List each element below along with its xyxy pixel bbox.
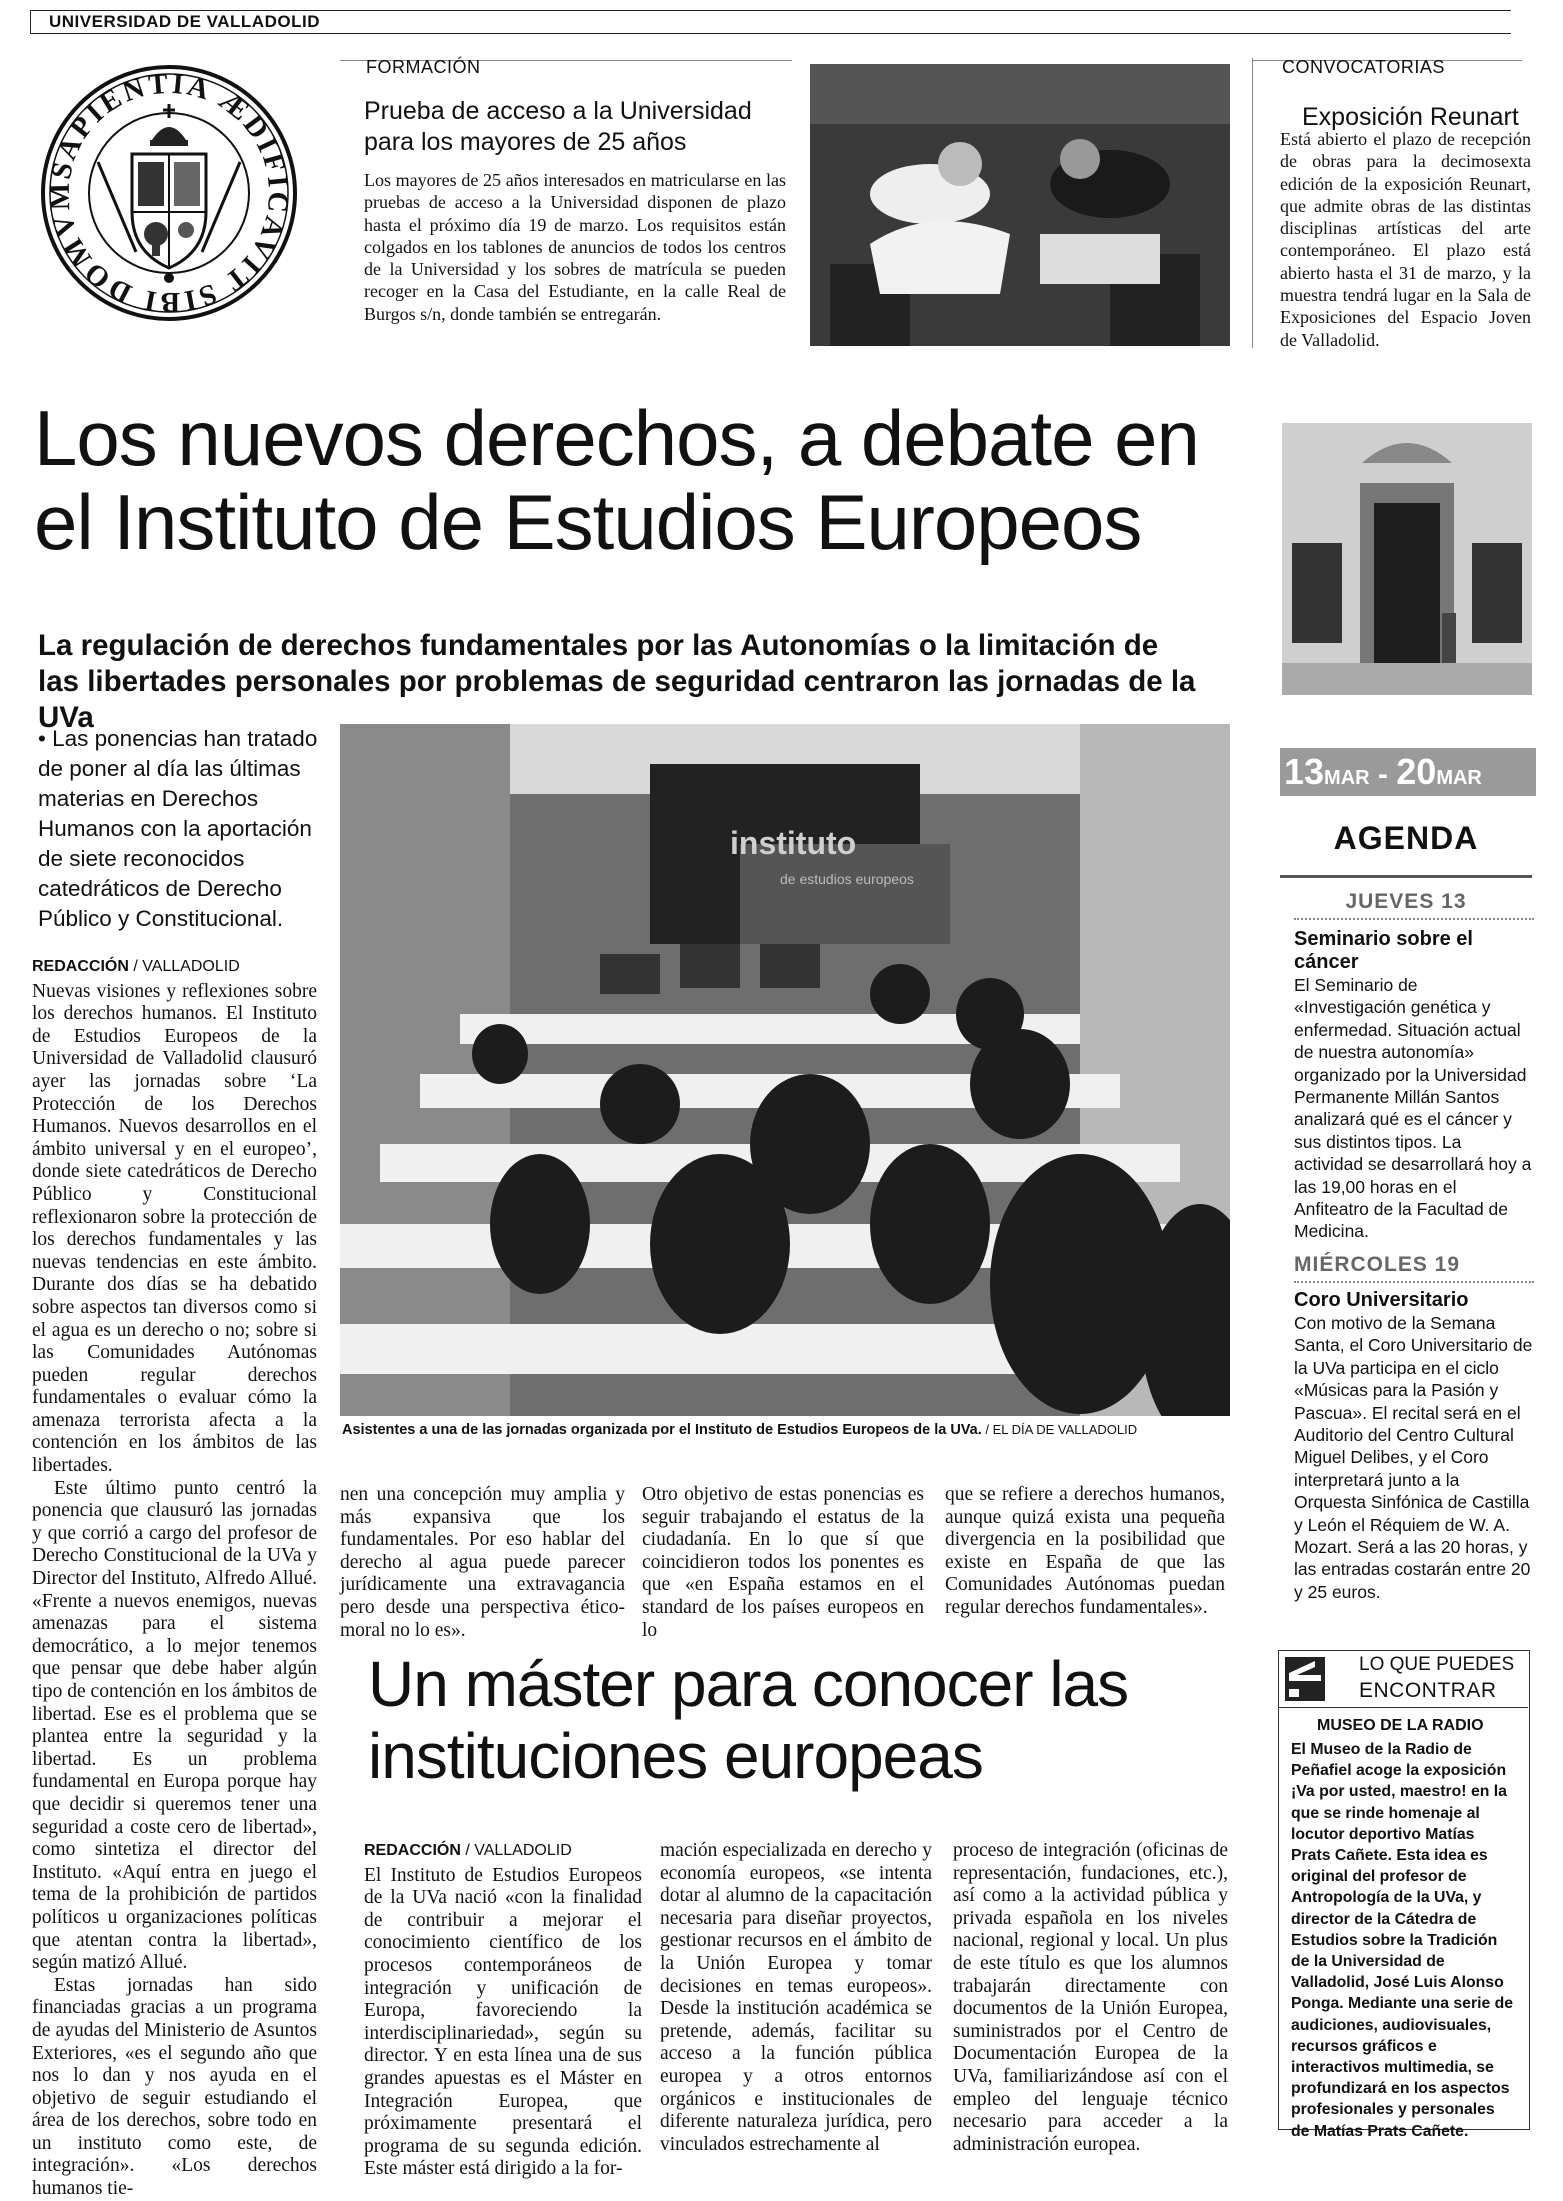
encontrar-subtitle: MUSEO DE LA RADIO <box>1317 1717 1484 1734</box>
main-paragraph-1: Nuevas visiones y reflexiones sobre los derechos humanos. El Instituto de Estudios Europeos de la Universidad de Valladolid clausuró ayer las jornadas sobre ‘La Protección de los Derechos Humanos. Nuevos desarrollos en el ámbito universal y en el europeo’, donde siete catedráticos de Derecho Público y Constitucional reflexionaron sobre la protección de los derechos fundamentales y las nuevas tendencias en este ámbito. Durante dos días se ha debatido sobre aspectos tan diversos como si el agua es un derecho o no; sobre si las Comunidades Autónomas pueden regular derechos fundamentales o evaluar cómo la amenaza terrorista afecta a la contención en los ámbitos de las libertades. <box>32 980 317 1477</box>
main-column-4: que se refiere a derechos humanos, aunque quizá exista una pequeña divergencia en la posibilidad que existe en España de que las Comunidades Autónomas puedan regular derechos fundamentales». <box>945 1484 1225 1618</box>
formacion-body: Los mayores de 25 años interesados en matricularse en las pruebas de acceso a la Universidad disponen de plazo hasta el próximo día 19 de marzo. Los requisitos están colgados en los tablones de anuncios de todos los centros de la Universidad y los sobres de matrícula se pueden recoger en la Casa del Estudiante, en la calle Real de Burgos s/n, donde también se entregarán. <box>364 170 786 324</box>
encontrar-box <box>1278 1650 1530 2140</box>
master-column-2: mación especializada en derecho y economía europeos, «se intenta dotar al alumno de la capacitación necesaria para diseñar proyectos, gestionar recursos en el ámbito de la Unión Europea y tomar decisiones en temas europeos». Desde la institución académica se pretende, además, facilitar su acceso a la función pública europea y a otros entornos orgánicos e institucionales de diferente naturaleza jurídica, pero vinculados estrechamente al <box>660 1840 932 2155</box>
section-header-bar <box>30 10 1511 34</box>
main-column-1 <box>32 956 317 2201</box>
main-byline: REDACCIÓN / VALLADOLID <box>32 958 240 975</box>
agenda-event-2-body: Con motivo de la Semana Santa, el Coro Universitario de la UVa participa en el ciclo «Músicas para la Pasión y Pascua». El recital será en el Auditorio del Centro Cultural Miguel Delibes, y el Coro interpretará junto a la Orquesta Sinfónica de Castilla y León el Réquiem de W. A. Mozart. Será a las 20 horas, y las entradas costarán entre 20 y 25 euros. <box>1294 1312 1533 1602</box>
main-column-3: Otro objetivo de estas ponencias es seguir trabajando el estatus de la ciudadanía. En lo que sí que coincidieron todos los ponentes es que «en España estamos en el standard de los países europeos en lo <box>642 1484 924 1641</box>
photo-caption <box>342 1422 1242 1438</box>
main-column-2: nen una concepción muy amplia y más expansiva que los fundamentales. Por eso hablar del derecho al agua puede parecer jurídicamente una extravagancia pero desde una perspectiva ético-moral no lo es». <box>340 1484 625 1641</box>
agenda-day-jueves: JUEVES 13 <box>1345 890 1467 913</box>
master-column-3: proceso de integración (oficinas de representación, fundaciones, etc.), así como a la actividad pública y privada española en los niveles nacional, regional y local. Un plus de este título es que los alumnos trabajarán directamente con documentos de la Unión Europea, suministrados por el Centro de Documentación Europea de la UVa, familiarizándose así con el empleo del lenguaje técnico necesario para acceder a la administración europea. <box>953 1840 1228 2155</box>
svg-text:instituto: instituto <box>730 825 857 861</box>
main-summary: • Las ponencias han tratado de poner al día las últimas materias en Derechos Humanos con la aportación de siete reconocidos catedráticos de Derecho Público y Constitucional. <box>38 726 318 931</box>
main-headline: Los nuevos derechos, a debate en el Instituto de Estudios Europeos <box>34 394 1199 566</box>
photo-credit: / EL DÍA DE VALLADOLID <box>981 1422 1138 1437</box>
agenda-dates-banner: 13MAR - 20MAR <box>1280 748 1536 796</box>
convocatorias-body: Está abierto el plazo de recepción de obras para la decimosexta edición de la exposición Reunart, que admite obras de las distintas disciplinas artísticas del arte contemporáneo. El plazo está abierto hasta el 31 de marzo, y la muestra tendrá lugar en la Sala de Exposiciones del Espacio Joven de Valladolid. <box>1280 129 1531 350</box>
agenda-title: AGENDA <box>1333 820 1479 856</box>
agenda-event-1-body: El Seminario de «Investigación genética y enfermedad. Situación actual de nuestra autonomía» organizado por la Universidad Permanente Millán Santos analizará qué es el cáncer y sus distintos tipos. La actividad se desarrollará hoy a las 19,00 horas en el Anfiteatro de la Facultad de Medicina. <box>1294 975 1532 1242</box>
flag-icon <box>1285 1657 1325 1701</box>
master-column-1 <box>364 1840 642 2181</box>
agenda-event-1-title: Seminario sobre el cáncer <box>1294 928 1473 973</box>
photo-caption-text: Asistentes a una de las jornadas organizada por el Instituto de Estudios Europeos de la UVa. <box>342 1422 982 1438</box>
convocatorias-kicker: CONVOCATORIAS <box>1282 57 1445 77</box>
main-paragraph-2: Este último punto centró la ponencia que clausuró las jornadas y que corrió a cargo del profesor de Derecho Constitucional de la UVa y Director del Instituto, Alfredo Allué. «Frente a nuevos enemigos, nuevas amenazas para el sistema democrático, a lo mejor tenemos que pensar que debe haber algún tipo de contención en los ámbitos de libertad. Ese es el problema que se plantea entre la seguridad y la libertad. Es un problema fundamental en Europa porque hay que decidir si queremos tener una seguridad a coste cero de libertad», como sintetiza el director del Instituto. «Aquí entra en juego el tema de la prohibición de partidos políticos u organizaciones políticas que atentan contra la libertad», según matizó Allué. <box>32 1477 317 1974</box>
convocatorias-title: Exposición Reunart <box>1302 103 1519 131</box>
master-headline: Un máster para conocer las instituciones europeas <box>368 1648 1129 1792</box>
agenda-day-miercoles: MIÉRCOLES 19 <box>1294 1252 1461 1276</box>
agenda-list <box>1294 880 1534 1603</box>
university-seal <box>38 62 300 324</box>
formacion-kicker: FORMACIÓN <box>366 57 481 77</box>
encontrar-title-1: LO QUE PUEDES <box>1359 1654 1515 1675</box>
main-paragraph-3: Estas jornadas han sido financiadas gracias a un programa de ayudas del Ministerio de Asuntos Exteriores, «es el segundo año que nos lo dan y nos ayuda en el objetivo de seguir estudiando el área de los derechos, sobre todo en un instituto como este, de integración». «Los derechos humanos tie- <box>32 1974 317 2200</box>
encontrar-title-2: ENCONTRAR <box>1359 1679 1497 1702</box>
main-photo <box>340 724 1230 1416</box>
building-photo <box>1282 423 1532 695</box>
encontrar-body: El Museo de la Radio de Peñafiel acoge la exposición ¡Va por usted, maestro! en la que se rinde homenaje al locutor deportivo Matías Prats Cañete. Esta idea es original del profesor de Antropología de la UVa, y director de la Cátedra de Estudios sobre la Tradición de la Universidad de Valladolid, José Luis Alonso Ponga. Mediante una serie de audiciones, audiovisuales, recursos gráficos e interactivos multimedia, se profundizará en los aspectos profesionales y personales de Matías Prats Cañete. <box>1291 1741 1514 2140</box>
svg-text:SAPIENTIA ÆDIFICAVIT SIBI DOMV: SAPIENTIA ÆDIFICAVIT SIBI DOMVM <box>43 67 295 319</box>
section-title: UNIVERSIDAD DE VALLADOLID <box>49 12 320 31</box>
svg-text:de estudios europeos: de estudios europeos <box>780 871 914 887</box>
encontrar-header <box>1279 1651 1528 1708</box>
master-paragraph-1: El Instituto de Estudios Europeos de la UVa nació «con la finalidad de contribuir a mejorar el conocimiento científico de los procesos contemporáneos de integración y unificación de Europa, favoreciendo la interdisciplinariedad», según su director. Y en esta línea una de sus grandes apuestas es el Máster en Integración Europea, que próximamente presentará el programa de su segunda edición. Este máster está dirigido a la for- <box>364 1864 642 2180</box>
seal-emblem-icon <box>38 62 300 324</box>
agenda-event-2-title: Coro Universitario <box>1294 1288 1469 1311</box>
formacion-photo <box>810 64 1230 346</box>
master-byline: REDACCIÓN / VALLADOLID <box>364 1842 572 1859</box>
formacion-title: Prueba de acceso a la Universidad para los mayores de 25 años <box>364 97 752 156</box>
main-subhead: La regulación de derechos fundamentales por las Autonomías o la limitación de las libertades personales por problemas de seguridad centraron las jornadas de la UVa <box>38 629 1196 734</box>
